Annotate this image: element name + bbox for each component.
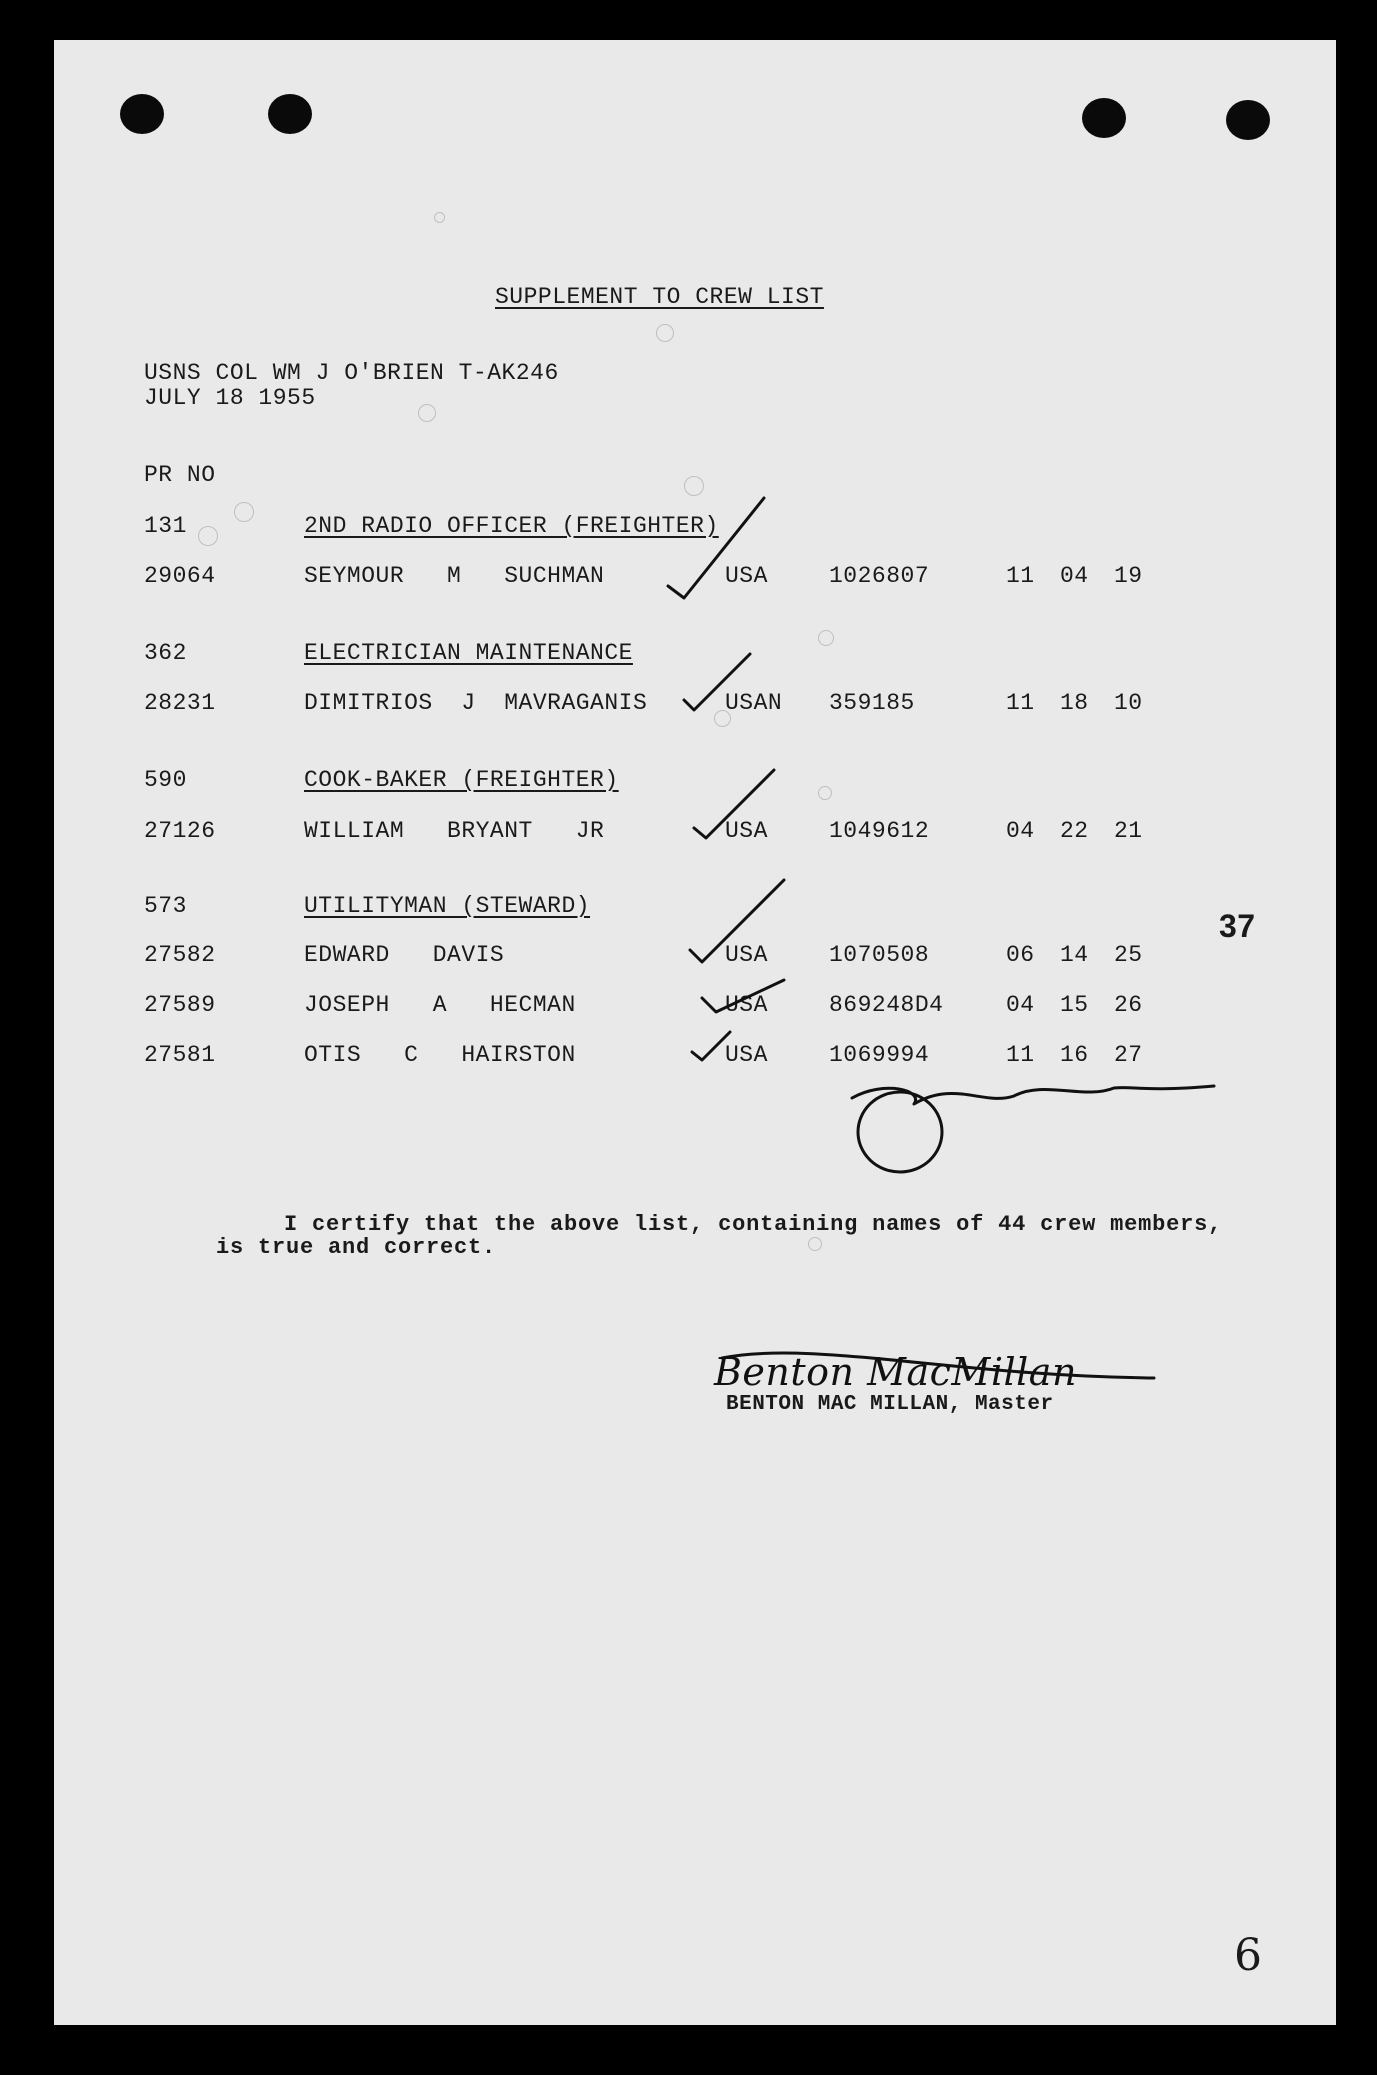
handwritten-signature: Benton MacMillan — [714, 1350, 1077, 1394]
crew-d2: 18 — [1060, 690, 1089, 716]
group-rating: ELECTRICIAN MAINTENANCE — [304, 640, 633, 666]
crew-id: 1026807 — [829, 563, 930, 589]
crew-d1: 06 — [1006, 942, 1035, 968]
crew-citizenship: USAN — [725, 690, 783, 716]
crew-d1: 11 — [1006, 690, 1035, 716]
crew-d1: 04 — [1006, 992, 1035, 1018]
paper-speck — [198, 526, 218, 546]
crew-citizenship: USA — [725, 1042, 768, 1068]
group-pr-no: 590 — [144, 767, 187, 793]
crew-d3: 21 — [1114, 818, 1143, 844]
paper-speck — [818, 630, 834, 646]
paper-speck — [434, 212, 445, 223]
crew-number: 27126 — [144, 818, 216, 844]
initials-scribble — [852, 1086, 1214, 1104]
crew-d3: 19 — [1114, 563, 1143, 589]
handwritten-page-number: 6 — [1234, 1930, 1263, 1981]
group-pr-no: 362 — [144, 640, 187, 666]
crew-d2: 14 — [1060, 942, 1089, 968]
crew-citizenship: USA — [725, 818, 768, 844]
crew-id: 359185 — [829, 690, 915, 716]
group-rating: UTILITYMAN (STEWARD) — [304, 893, 591, 919]
group-pr-no: 131 — [144, 513, 187, 539]
crew-citizenship: USA — [725, 942, 768, 968]
crew-d3: 26 — [1114, 992, 1143, 1018]
crew-d1: 04 — [1006, 818, 1035, 844]
paper-speck — [418, 404, 436, 422]
certification-line-2: is true and correct. — [216, 1235, 497, 1260]
crew-number: 27589 — [144, 992, 216, 1018]
document-page — [54, 40, 1336, 2025]
document-date: JULY 18 1955 — [144, 385, 316, 411]
paper-speck — [818, 786, 832, 800]
crew-d2: 16 — [1060, 1042, 1089, 1068]
punch-hole — [120, 94, 164, 134]
vessel-name: USNS COL WM J O'BRIEN T-AK246 — [144, 360, 559, 386]
typed-signature: BENTON MAC MILLAN, Master — [726, 1393, 1054, 1416]
paper-speck — [234, 502, 254, 522]
certification-line-1: I certify that the above list, containing names of 44 crew members, — [284, 1212, 1223, 1237]
crew-name: SEYMOUR M SUCHMAN — [304, 563, 605, 589]
crew-d2: 04 — [1060, 563, 1089, 589]
crew-d3: 25 — [1114, 942, 1143, 968]
crew-name: WILLIAM BRYANT JR — [304, 818, 605, 844]
paper-speck — [808, 1237, 822, 1251]
margin-number: 37 — [1219, 908, 1256, 944]
group-rating: 2ND RADIO OFFICER (FREIGHTER) — [304, 513, 719, 539]
crew-d1: 11 — [1006, 563, 1035, 589]
paper-speck — [656, 324, 674, 342]
crew-number: 29064 — [144, 563, 216, 589]
crew-id: 1049612 — [829, 818, 930, 844]
punch-hole — [268, 94, 312, 134]
group-pr-no: 573 — [144, 893, 187, 919]
crew-d2: 15 — [1060, 992, 1089, 1018]
column-header-pr-no: PR NO — [144, 462, 216, 488]
punch-hole — [1226, 100, 1270, 140]
crew-id: 1070508 — [829, 942, 930, 968]
crew-name: DIMITRIOS J MAVRAGANIS — [304, 690, 648, 716]
crew-d3: 27 — [1114, 1042, 1143, 1068]
group-rating: COOK-BAKER (FREIGHTER) — [304, 767, 619, 793]
crew-name: OTIS C HAIRSTON — [304, 1042, 576, 1068]
crew-name: JOSEPH A HECMAN — [304, 992, 576, 1018]
document-title: SUPPLEMENT TO CREW LIST — [495, 284, 824, 310]
crew-id: 869248D4 — [829, 992, 944, 1018]
punch-hole — [1082, 98, 1126, 138]
crew-citizenship: USA — [725, 563, 768, 589]
crew-name: EDWARD DAVIS — [304, 942, 505, 968]
crew-d1: 11 — [1006, 1042, 1035, 1068]
crew-number: 28231 — [144, 690, 216, 716]
crew-d3: 10 — [1114, 690, 1143, 716]
crew-number: 27581 — [144, 1042, 216, 1068]
paper-speck — [684, 476, 704, 496]
handwritten-marks — [54, 40, 1336, 2025]
initials-circle — [858, 1092, 942, 1172]
crew-citizenship: USA — [725, 992, 768, 1018]
crew-id: 1069994 — [829, 1042, 930, 1068]
crew-d2: 22 — [1060, 818, 1089, 844]
crew-number: 27582 — [144, 942, 216, 968]
